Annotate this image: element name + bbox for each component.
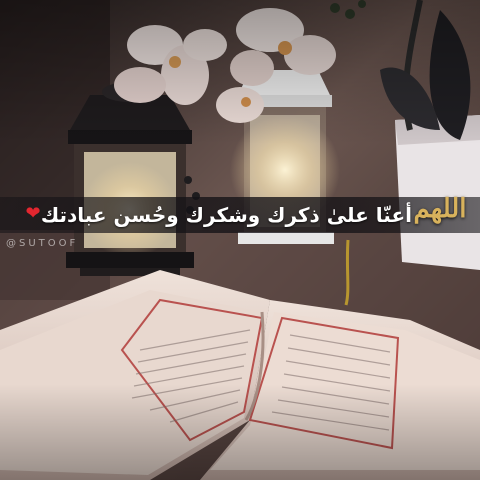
watermark-handle: @SUTOOF — [6, 238, 79, 249]
allahumma-calligraphy: اللهم — [413, 194, 467, 224]
dua-caption: أعنّا علىٰ ذكرك وشكرك وحُسن عبادتك — [40, 203, 412, 227]
heart-icon: ❤ — [25, 203, 41, 224]
